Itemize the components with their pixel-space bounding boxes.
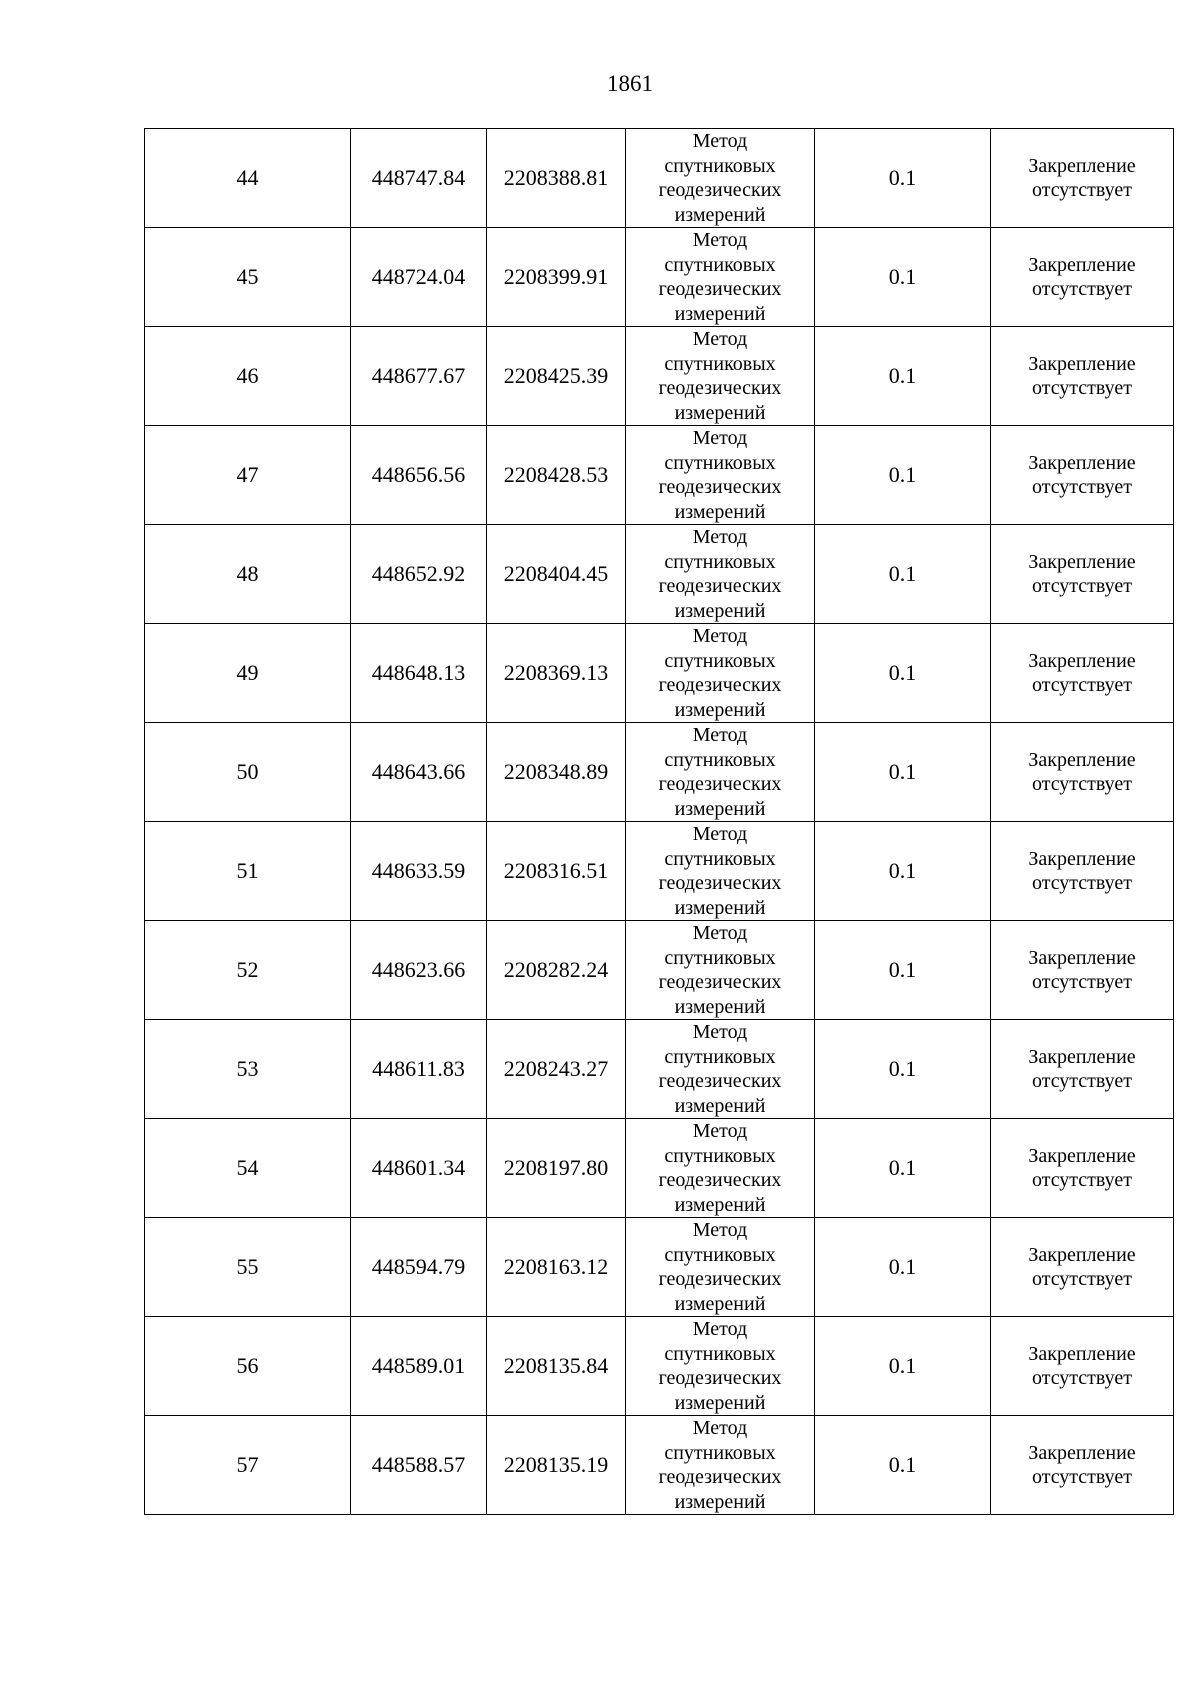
- table-row: [145, 1119, 1174, 1218]
- method-text-line: геодезических: [658, 575, 782, 597]
- method-text-line: спутниковых: [664, 847, 776, 870]
- fixing-text-line: Закрепление: [1028, 550, 1136, 573]
- table-row: [145, 822, 1174, 921]
- accuracy-cell: 0.1: [815, 1020, 991, 1119]
- method-cell: [626, 1416, 815, 1515]
- point-number-cell: 57: [145, 1416, 351, 1515]
- method-cell: [626, 228, 815, 327]
- fixing-cell: [991, 723, 1174, 822]
- method-cell: [626, 129, 815, 228]
- method-cell: [626, 624, 815, 723]
- accuracy-cell: 0.1: [815, 426, 991, 525]
- table-row: [145, 921, 1174, 1020]
- fixing-text-line: Закрепление: [1028, 1045, 1136, 1068]
- fixing-text-line: отсутствует: [1031, 1169, 1133, 1191]
- x-coordinate-cell: 448724.04: [351, 228, 487, 327]
- accuracy-cell: 0.1: [815, 921, 991, 1020]
- method-text-line: спутниковых: [664, 550, 776, 573]
- fixing-cell: [991, 1218, 1174, 1317]
- y-coordinate-cell: 2208197.80: [487, 1119, 626, 1218]
- method-text-line: измерений: [674, 797, 766, 820]
- accuracy-cell: 0.1: [815, 1119, 991, 1218]
- accuracy-cell: 0.1: [815, 1416, 991, 1515]
- x-coordinate-cell: 448611.83: [351, 1020, 487, 1119]
- y-coordinate-cell: 2208163.12: [487, 1218, 626, 1317]
- method-text-line: Метод: [692, 1219, 748, 1241]
- accuracy-cell: 0.1: [815, 1218, 991, 1317]
- table-row: [145, 426, 1174, 525]
- method-text-line: геодезических: [658, 971, 782, 993]
- method-text-line: Метод: [692, 1417, 748, 1439]
- fixing-text-line: отсутствует: [1031, 1367, 1133, 1389]
- fixing-text-line: Закрепление: [1028, 946, 1136, 969]
- method-text-line: геодезических: [658, 872, 782, 894]
- method-text-line: измерений: [674, 1094, 766, 1117]
- method-text-line: измерений: [674, 599, 766, 622]
- fixing-cell: [991, 1317, 1174, 1416]
- point-number-cell: 44: [145, 129, 351, 228]
- table-row: [145, 624, 1174, 723]
- table-row: [145, 327, 1174, 426]
- fixing-text-line: Закрепление: [1028, 352, 1136, 375]
- table-row: [145, 723, 1174, 822]
- fixing-text-line: Закрепление: [1028, 1342, 1136, 1365]
- fixing-text-line: Закрепление: [1028, 748, 1136, 771]
- coordinates-table-body: [145, 129, 1174, 1515]
- method-text-line: геодезических: [658, 179, 782, 201]
- method-text-line: измерений: [674, 1292, 766, 1315]
- method-text-line: Метод: [692, 1318, 748, 1340]
- fixing-text-line: отсутствует: [1031, 674, 1133, 696]
- method-text-line: геодезических: [658, 1466, 782, 1488]
- method-text-line: спутниковых: [664, 154, 776, 177]
- fixing-cell: [991, 921, 1174, 1020]
- method-cell: [626, 723, 815, 822]
- method-cell: [626, 1218, 815, 1317]
- method-text-line: спутниковых: [664, 253, 776, 276]
- method-text-line: Метод: [692, 526, 748, 548]
- y-coordinate-cell: 2208388.81: [487, 129, 626, 228]
- point-number-cell: 56: [145, 1317, 351, 1416]
- y-coordinate-cell: 2208425.39: [487, 327, 626, 426]
- point-number-cell: 47: [145, 426, 351, 525]
- method-cell: [626, 1020, 815, 1119]
- fixing-cell: [991, 129, 1174, 228]
- method-cell: [626, 1119, 815, 1218]
- method-text-line: спутниковых: [664, 1045, 776, 1068]
- accuracy-cell: 0.1: [815, 327, 991, 426]
- y-coordinate-cell: 2208316.51: [487, 822, 626, 921]
- point-number-cell: 51: [145, 822, 351, 921]
- method-text-line: Метод: [692, 922, 748, 944]
- method-text-line: измерений: [674, 1391, 766, 1414]
- x-coordinate-cell: 448747.84: [351, 129, 487, 228]
- point-number-cell: 46: [145, 327, 351, 426]
- accuracy-cell: 0.1: [815, 1317, 991, 1416]
- fixing-text-line: Закрепление: [1028, 1243, 1136, 1266]
- method-text-line: спутниковых: [664, 1342, 776, 1365]
- fixing-text-line: отсутствует: [1031, 575, 1133, 597]
- y-coordinate-cell: 2208348.89: [487, 723, 626, 822]
- point-number-cell: 48: [145, 525, 351, 624]
- y-coordinate-cell: 2208135.19: [487, 1416, 626, 1515]
- method-text-line: измерений: [674, 401, 766, 424]
- method-text-line: Метод: [692, 229, 748, 251]
- table-row: [145, 1020, 1174, 1119]
- fixing-text-line: отсутствует: [1031, 971, 1133, 993]
- fixing-cell: [991, 426, 1174, 525]
- method-cell: [626, 327, 815, 426]
- x-coordinate-cell: 448589.01: [351, 1317, 487, 1416]
- method-text-line: спутниковых: [664, 946, 776, 969]
- method-cell: [626, 921, 815, 1020]
- page-number: 1861: [607, 71, 653, 96]
- method-text-line: Метод: [692, 1021, 748, 1043]
- fixing-text-line: Закрепление: [1028, 1144, 1136, 1167]
- x-coordinate-cell: 448648.13: [351, 624, 487, 723]
- method-text-line: спутниковых: [664, 649, 776, 672]
- method-text-line: спутниковых: [664, 748, 776, 771]
- fixing-text-line: отсутствует: [1031, 377, 1133, 399]
- method-text-line: спутниковых: [664, 1144, 776, 1167]
- point-number-cell: 54: [145, 1119, 351, 1218]
- x-coordinate-cell: 448677.67: [351, 327, 487, 426]
- method-text-line: геодезических: [658, 1367, 782, 1389]
- fixing-cell: [991, 327, 1174, 426]
- x-coordinate-cell: 448594.79: [351, 1218, 487, 1317]
- method-text-line: геодезических: [658, 773, 782, 795]
- fixing-text-line: отсутствует: [1031, 278, 1133, 300]
- method-text-line: измерений: [674, 203, 766, 226]
- accuracy-cell: 0.1: [815, 624, 991, 723]
- point-number-cell: 55: [145, 1218, 351, 1317]
- method-text-line: Метод: [692, 625, 748, 647]
- method-text-line: геодезических: [658, 674, 782, 696]
- y-coordinate-cell: 2208135.84: [487, 1317, 626, 1416]
- method-cell: [626, 822, 815, 921]
- method-text-line: геодезических: [658, 278, 782, 300]
- fixing-text-line: отсутствует: [1031, 1268, 1133, 1290]
- fixing-cell: [991, 525, 1174, 624]
- x-coordinate-cell: 448652.92: [351, 525, 487, 624]
- method-text-line: спутниковых: [664, 1243, 776, 1266]
- method-text-line: спутниковых: [664, 352, 776, 375]
- fixing-text-line: отсутствует: [1031, 179, 1133, 201]
- method-text-line: геодезических: [658, 476, 782, 498]
- point-number-cell: 45: [145, 228, 351, 327]
- table-row: [145, 228, 1174, 327]
- table-row: [145, 129, 1174, 228]
- fixing-text-line: Закрепление: [1028, 847, 1136, 870]
- method-text-line: Метод: [692, 328, 748, 350]
- fixing-text-line: отсутствует: [1031, 773, 1133, 795]
- x-coordinate-cell: 448643.66: [351, 723, 487, 822]
- fixing-text-line: Закрепление: [1028, 253, 1136, 276]
- method-text-line: измерений: [674, 302, 766, 325]
- method-text-line: Метод: [692, 724, 748, 746]
- fixing-text-line: Закрепление: [1028, 1441, 1136, 1464]
- fixing-text-line: Закрепление: [1028, 649, 1136, 672]
- method-text-line: Метод: [692, 1120, 748, 1142]
- x-coordinate-cell: 448623.66: [351, 921, 487, 1020]
- y-coordinate-cell: 2208399.91: [487, 228, 626, 327]
- fixing-text-line: отсутствует: [1031, 1070, 1133, 1092]
- y-coordinate-cell: 2208404.45: [487, 525, 626, 624]
- method-cell: [626, 525, 815, 624]
- y-coordinate-cell: 2208282.24: [487, 921, 626, 1020]
- fixing-text-line: отсутствует: [1031, 476, 1133, 498]
- method-text-line: геодезических: [658, 1070, 782, 1092]
- point-number-cell: 53: [145, 1020, 351, 1119]
- x-coordinate-cell: 448601.34: [351, 1119, 487, 1218]
- fixing-cell: [991, 228, 1174, 327]
- accuracy-cell: 0.1: [815, 822, 991, 921]
- method-text-line: измерений: [674, 995, 766, 1018]
- x-coordinate-cell: 448588.57: [351, 1416, 487, 1515]
- method-text-line: геодезических: [658, 377, 782, 399]
- method-text-line: Метод: [692, 823, 748, 845]
- fixing-cell: [991, 624, 1174, 723]
- coordinates-table: [144, 128, 1174, 1515]
- method-text-line: измерений: [674, 500, 766, 523]
- table-row: [145, 1317, 1174, 1416]
- method-text-line: геодезических: [658, 1169, 782, 1191]
- y-coordinate-cell: 2208369.13: [487, 624, 626, 723]
- method-cell: [626, 426, 815, 525]
- table-row: [145, 1218, 1174, 1317]
- accuracy-cell: 0.1: [815, 228, 991, 327]
- fixing-cell: [991, 1119, 1174, 1218]
- method-text-line: измерений: [674, 1193, 766, 1216]
- method-text-line: геодезических: [658, 1268, 782, 1290]
- fixing-text-line: отсутствует: [1031, 872, 1133, 894]
- method-text-line: спутниковых: [664, 1441, 776, 1464]
- method-text-line: Метод: [692, 427, 748, 449]
- fixing-text-line: Закрепление: [1028, 451, 1136, 474]
- point-number-cell: 50: [145, 723, 351, 822]
- point-number-cell: 49: [145, 624, 351, 723]
- table-row: [145, 1416, 1174, 1515]
- method-text-line: измерений: [674, 1490, 766, 1513]
- fixing-cell: [991, 1416, 1174, 1515]
- x-coordinate-cell: 448633.59: [351, 822, 487, 921]
- method-text-line: Метод: [692, 130, 748, 152]
- accuracy-cell: 0.1: [815, 723, 991, 822]
- fixing-text-line: отсутствует: [1031, 1466, 1133, 1488]
- method-text-line: спутниковых: [664, 451, 776, 474]
- y-coordinate-cell: 2208243.27: [487, 1020, 626, 1119]
- fixing-cell: [991, 822, 1174, 921]
- accuracy-cell: 0.1: [815, 129, 991, 228]
- y-coordinate-cell: 2208428.53: [487, 426, 626, 525]
- table-row: [145, 525, 1174, 624]
- method-text-line: измерений: [674, 896, 766, 919]
- x-coordinate-cell: 448656.56: [351, 426, 487, 525]
- fixing-text-line: Закрепление: [1028, 154, 1136, 177]
- method-cell: [626, 1317, 815, 1416]
- fixing-cell: [991, 1020, 1174, 1119]
- method-text-line: измерений: [674, 698, 766, 721]
- point-number-cell: 52: [145, 921, 351, 1020]
- accuracy-cell: 0.1: [815, 525, 991, 624]
